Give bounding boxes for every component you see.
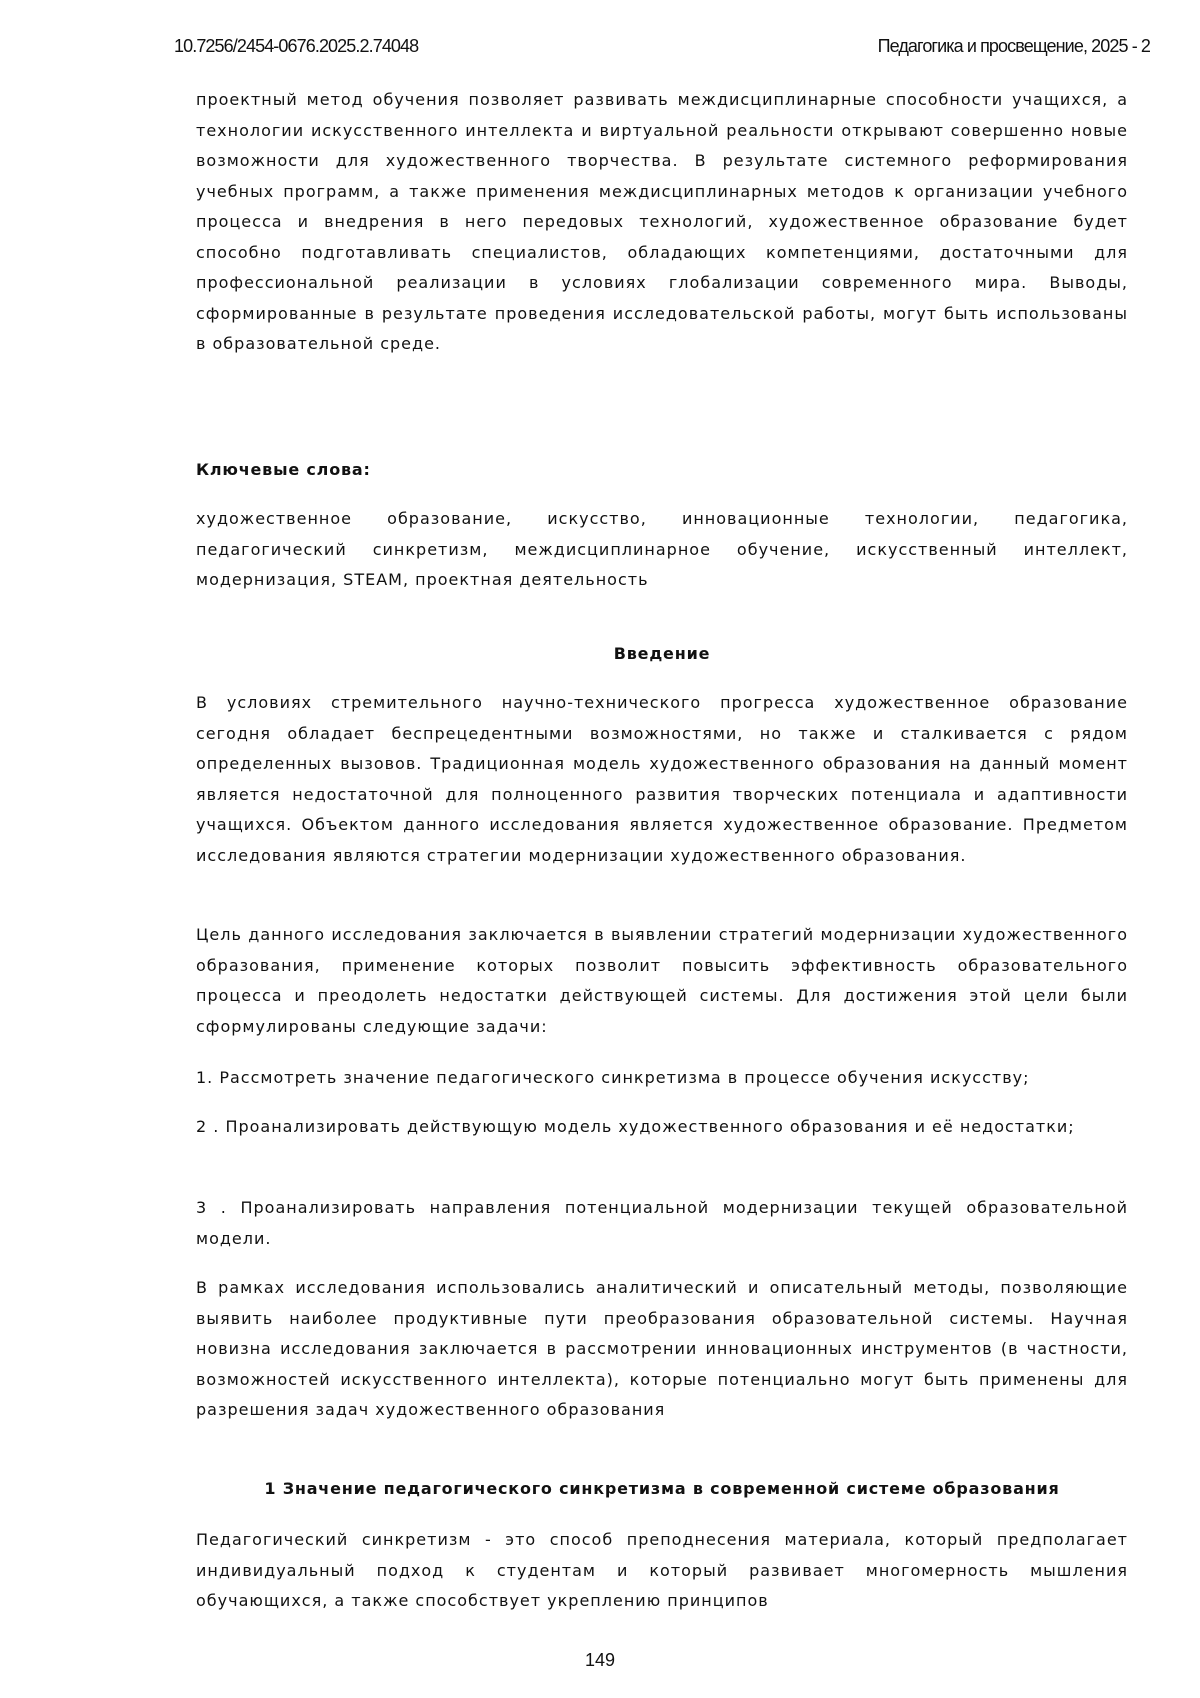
section-1-heading: 1 Значение педагогического синкретизма в современной системе образования — [264, 1479, 1060, 1498]
page-number: 149 — [584, 1650, 616, 1670]
intro-paragraph-3: В рамках исследования использовались аналитический и описательный методы, позволяющие выявить наиболее продуктивные пути преобразования образовательной системы. Научная новизна исследования заключается в рассмотрении инновационных инструментов (в частности, возможностей искусственного интеллекта), которые потенциально могут быть применены для разрешения задач художественного образования — [196, 1278, 1128, 1419]
intro-heading: Введение — [613, 644, 711, 663]
task-item-1: 1. Рассмотреть значение педагогического синкретизма в процессе обучения искусству; — [196, 1068, 1030, 1087]
abstract-paragraph: проектный метод обучения позволяет развивать междисциплинарные способности учащихся, а технологии искусственного интеллекта и виртуальной реальности открывают совершенно новые возможности для художественного творчества. В результате системного реформирования учебных программ, а также применения междисциплинарных методов к организации учебного процесса и внедрения в него передовых технологий, художественное образование будет способно подготавливать специалистов, обладающих компетенциями, достаточными для профессиональной реализации в условиях глобализации современного мира. Выводы, сформированные в результате проведения исследовательской работы, могут быть использованы в образовательной среде. — [196, 90, 1128, 353]
task-item-2: 2 . Проанализировать действующую модель художественного образования и её недостатки; — [196, 1117, 1075, 1136]
journal-title: Педагогика и просвещение, 2025 - 2 — [877, 36, 1150, 56]
keywords-text: художественное образование, искусство, инновационные технологии, педагогика, педагогический синкретизм, междисциплинарное обучение, искусственный интеллект, модернизация, STEAM, проектная деятельность — [196, 509, 1128, 589]
doi: 10.7256/2454-0676.2025.2.74048 — [174, 36, 419, 56]
intro-paragraph-1: В условиях стремительного научно-технического прогресса художественное образование сегодня обладает беспрецедентными возможностями, но также и сталкивается с рядом определенных вызовов. Традиционная модель художественного образования на данный момент является недостаточной для полноценного развития творческих потенциала и адаптивности учащихся. Объектом данного исследования является художественное образование. Предметом исследования являются стратегии модернизации художественного образования. — [196, 693, 1128, 865]
task-item-3: 3 . Проанализировать направления потенциальной модернизации текущей образовательной модели. — [196, 1198, 1128, 1248]
keywords-heading: Ключевые слова: — [196, 460, 371, 479]
intro-paragraph-2: Цель данного исследования заключается в выявлении стратегий модернизации художественного образования, применение которых позволит повысить эффективность образовательного процесса и преодолеть недостатки действующей системы. Для достижения этой цели были сформулированы следующие задачи: — [196, 925, 1128, 1036]
section-1-paragraph: Педагогический синкретизм - это способ преподнесения материала, который предполагает индивидуальный подход к студентам и который развивает многомерность мышления обучающихся, а также способствует укреплению принципов — [196, 1530, 1128, 1610]
